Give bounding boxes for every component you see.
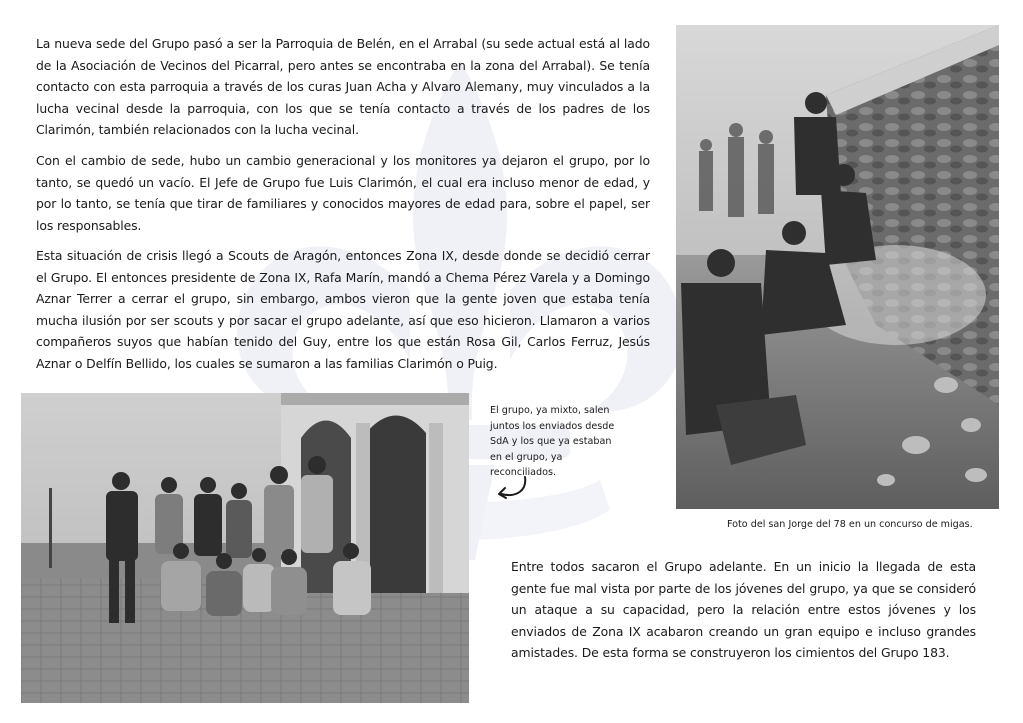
paragraph-cambio-generacional: Con el cambio de sede, hubo un cambio generacional y los monitores ya dejaron el grupo, por lo tanto, se quedó un vacío. El Jefe de Grupo fue Luis Clarimón, el cual era incluso menor de edad, y por lo tanto, se tenía que tirar de familiares y conocidos mayores de edad para, sobre el papel, ser los responsables. bbox=[36, 153, 650, 233]
group-photo bbox=[21, 393, 469, 703]
group-photo-caption: El grupo, ya mixto, salen juntos los enviados desde SdA y los que ya estaban en el grupo, ya reconciliados. bbox=[490, 405, 615, 478]
san-jorge-photo-caption: Foto del san Jorge del 78 en un concurso de migas. bbox=[727, 519, 973, 530]
paragraph-situacion-crisis: Esta situación de crisis llegó a Scouts de Aragón, entonces Zona IX, desde donde se decidió cerrar el Grupo. El entonces presidente de Zona IX, Rafa Marín, mandó a Chema Pérez Varela y a Domingo Aznar Terrer a cerrar el grupo, sin embargo, ambos vieron que la gente joven que estaba tenía mucha ilusión por ser scouts y por sacar el grupo adelante, así que eso hicieron. Llamaron a varios compañeros suyos que habían tenido del Guy, entre los que están Rosa Gil, Carlos Ferruz, Jesús Aznar o Delfín Bellido, los cuales se sumaron a las familias Clarimón o Puig. bbox=[36, 248, 650, 371]
paragraph-parroquia-belen: La nueva sede del Grupo pasó a ser la Parroquia de Belén, en el Arrabal (su sede actual está al lado de la Asociación de Vecinos del Picarral, pero antes se encontraba en la zona del Arrabal). Se tenía contacto con esta parroquia a través de los curas Juan Acha y Alvaro Alemany, muy vinculados a la lucha vecinal desde la parroquia, con los que se tenía contacto a través de los padres de los Clarimón, también relacionados con la lucha vecinal. bbox=[36, 36, 650, 138]
curved-arrow-icon bbox=[491, 474, 533, 500]
paragraph-grupo-adelante: Entre todos sacaron el Grupo adelante. En un inicio la llegada de esta gente fue mal vista por parte de los jóvenes del grupo, ya que se consideró un ataque a su capacidad, pero la relación entre estos jóvenes y los enviados de Zona IX acabaron creando un gran equipo e incluso grandes amistades. De esta forma se construyeron los cimientos del Grupo 183. bbox=[511, 559, 976, 661]
san-jorge-photo bbox=[676, 25, 999, 509]
